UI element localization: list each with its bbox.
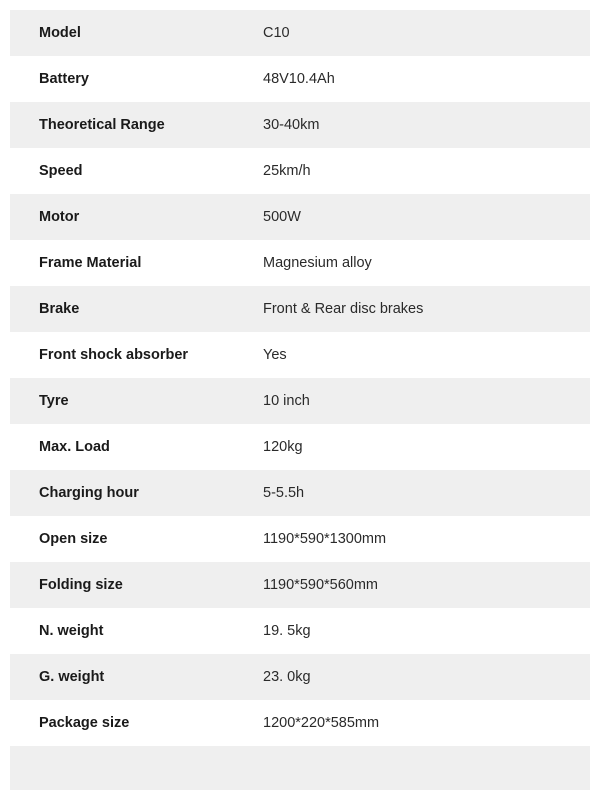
- spec-value: 10 inch: [263, 393, 310, 409]
- spec-value: 1200*220*585mm: [263, 715, 380, 731]
- spec-row-frame-material: [10, 240, 590, 286]
- spec-label: Tyre: [39, 393, 69, 409]
- spec-value: 23. 0kg: [263, 669, 311, 685]
- spec-label: Speed: [39, 163, 83, 179]
- spec-label: Brake: [39, 301, 80, 317]
- spec-row-max-load: [10, 424, 590, 470]
- spec-label: Folding size: [39, 577, 123, 593]
- spec-value: 120kg: [263, 439, 303, 455]
- spec-row-model: [10, 10, 590, 56]
- spec-value: 30-40km: [263, 117, 320, 133]
- spec-value: Front & Rear disc brakes: [263, 301, 424, 317]
- spec-row-package-size: [10, 700, 590, 746]
- spec-table: [10, 10, 590, 790]
- spec-label: Theoretical Range: [39, 117, 165, 133]
- spec-row-charging-hour: [10, 470, 590, 516]
- spec-footer-row: [10, 746, 590, 790]
- spec-label: Battery: [39, 71, 89, 87]
- spec-label: Open size: [39, 531, 108, 547]
- spec-row-g-weight: [10, 654, 590, 700]
- spec-label: Package size: [39, 715, 130, 731]
- spec-value: 5-5.5h: [263, 485, 305, 501]
- spec-label: Frame Material: [39, 255, 142, 271]
- spec-value: 1190*590*560mm: [263, 577, 379, 593]
- spec-label: G. weight: [39, 669, 105, 685]
- spec-row-brake: [10, 286, 590, 332]
- spec-row-n-weight: [10, 608, 590, 654]
- spec-row-front-shock-absorber: [10, 332, 590, 378]
- spec-label: Charging hour: [39, 485, 139, 501]
- spec-label: Model: [39, 25, 81, 41]
- spec-label: Motor: [39, 209, 80, 225]
- spec-row-battery: [10, 56, 590, 102]
- spec-value: 48V10.4Ah: [263, 71, 335, 87]
- spec-label: N. weight: [39, 623, 104, 639]
- spec-row-folding-size: [10, 562, 590, 608]
- spec-value: Magnesium alloy: [263, 255, 372, 271]
- spec-label: Front shock absorber: [39, 347, 189, 363]
- spec-row-motor: [10, 194, 590, 240]
- spec-value: Yes: [263, 347, 287, 363]
- spec-value: 25km/h: [263, 163, 311, 179]
- spec-value: 19. 5kg: [263, 623, 311, 639]
- spec-row-theoretical-range: [10, 102, 590, 148]
- spec-value: 500W: [263, 209, 301, 225]
- spec-value: C10: [263, 25, 290, 41]
- spec-row-open-size: [10, 516, 590, 562]
- spec-label: Max. Load: [39, 439, 110, 455]
- spec-row-tyre: [10, 378, 590, 424]
- spec-value: 1190*590*1300mm: [263, 531, 387, 547]
- spec-row-speed: [10, 148, 590, 194]
